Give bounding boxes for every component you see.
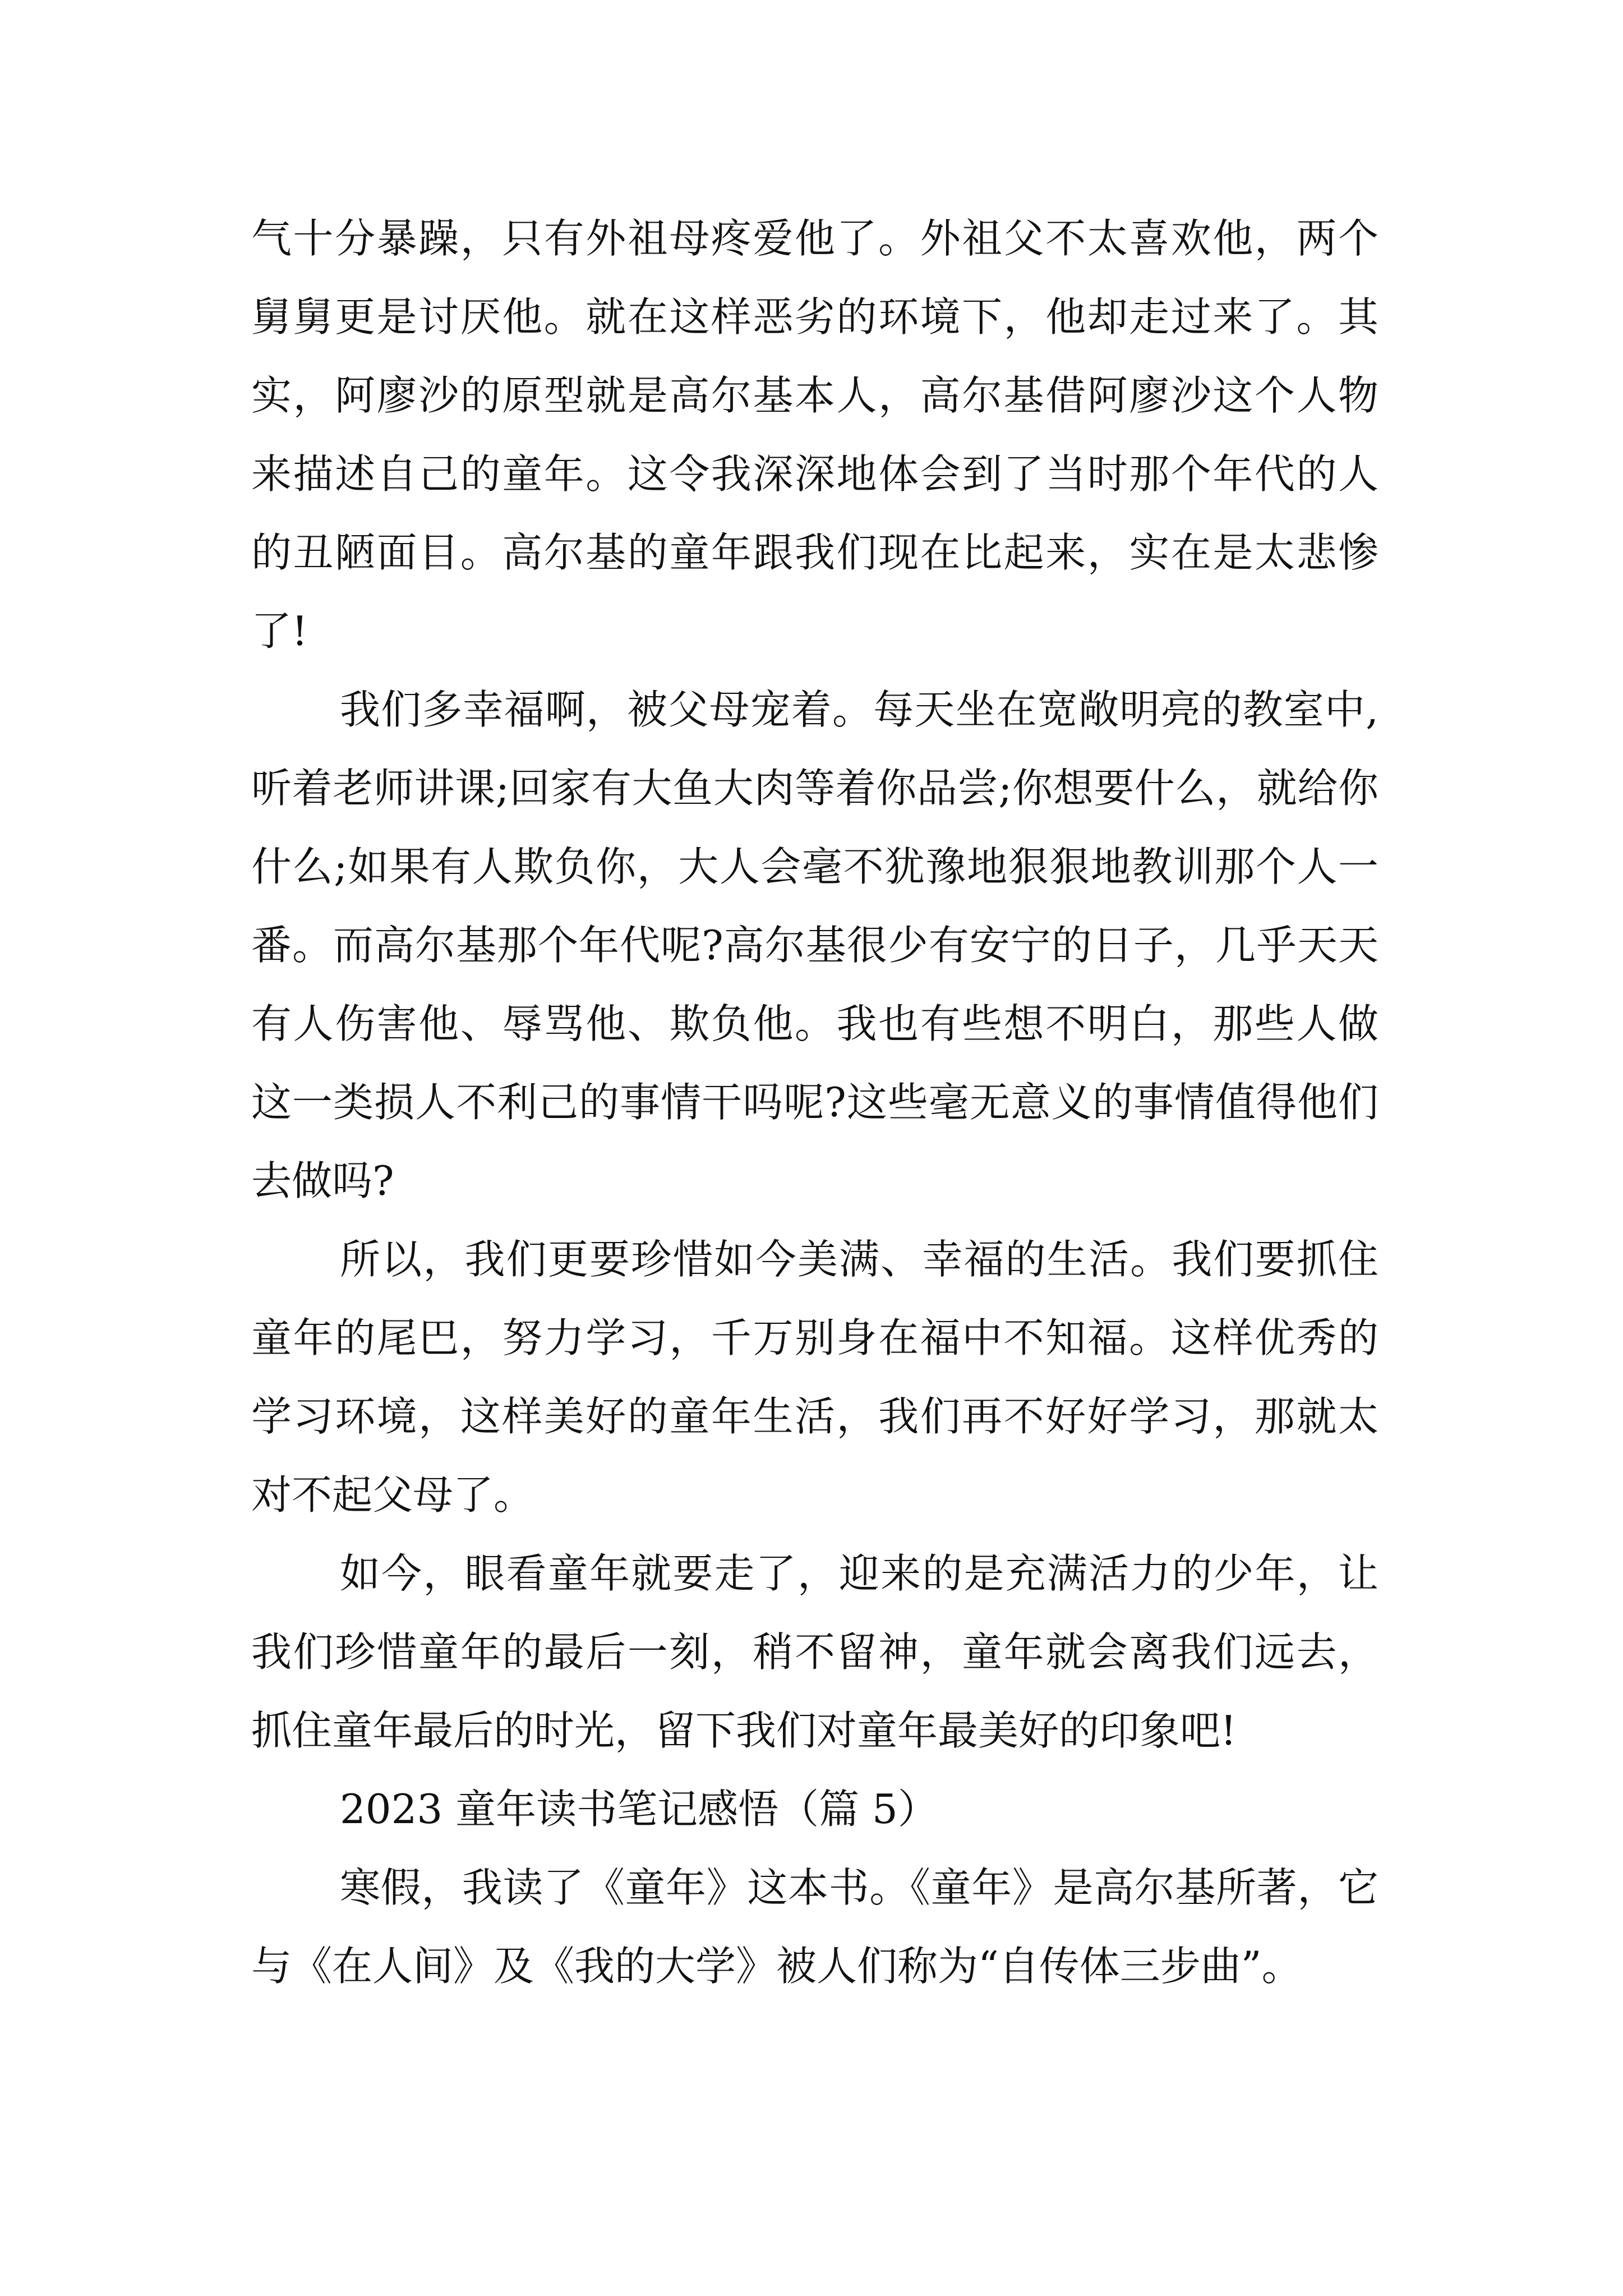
paragraph-5: 寒假，我读了《童年》这本书。《童年》是高尔基所著，它与《在人间》及《我的大学》被人们称为“自传体三步曲”。 — [251, 1864, 1378, 1990]
section-heading: 2023 童年读书笔记感悟（篇 5） — [340, 1786, 938, 1833]
paragraph-4: 如今，眼看童年就要走了，迎来的是充满活力的少年，让我们珍惜童年的最后一刻，稍不留神，童年就会离我们远去，抓住童年最后的时光，留下我们对童年最美好的印象吧! — [251, 1550, 1378, 1754]
paragraph-2: 我们多幸福啊，被父母宠着。每天坐在宽敞明亮的教室中,听着老师讲课;回家有大鱼大肉等着你品尝;你想要什么，就给你什么;如果有人欺负你，大人会毫不犹豫地狠狠地教训那个人一番。而高尔基那个年代呢?高尔基很少有安宁的日子，几乎天天有人伤害他、辱骂他、欺负他。我也有些想不明白，那些人做这一类损人不利己的事情干吗呢?这些毫无意义的事情值得他们去做吗? — [251, 686, 1378, 1204]
paragraph-3: 所以，我们更要珍惜如今美满、幸福的生活。我们要抓住童年的尾巴，努力学习，千万别身在福中不知福。这样优秀的学习环境，这样美好的童年生活，我们再不好好学习，那就太对不起父母了。 — [251, 1236, 1378, 1519]
paragraph-1: 气十分暴躁，只有外祖母疼爱他了。外祖父不太喜欢他，两个舅舅更是讨厌他。就在这样恶劣的环境下，他却走过来了。其实，阿廖沙的原型就是高尔基本人，高尔基借阿廖沙这个人物来描述自己的童年。这令我深深地体会到了当时那个年代的人的丑陋面目。高尔基的童年跟我们现在比起来，实在是太悲惨了! — [251, 215, 1378, 655]
document-body — [251, 199, 1378, 2005]
